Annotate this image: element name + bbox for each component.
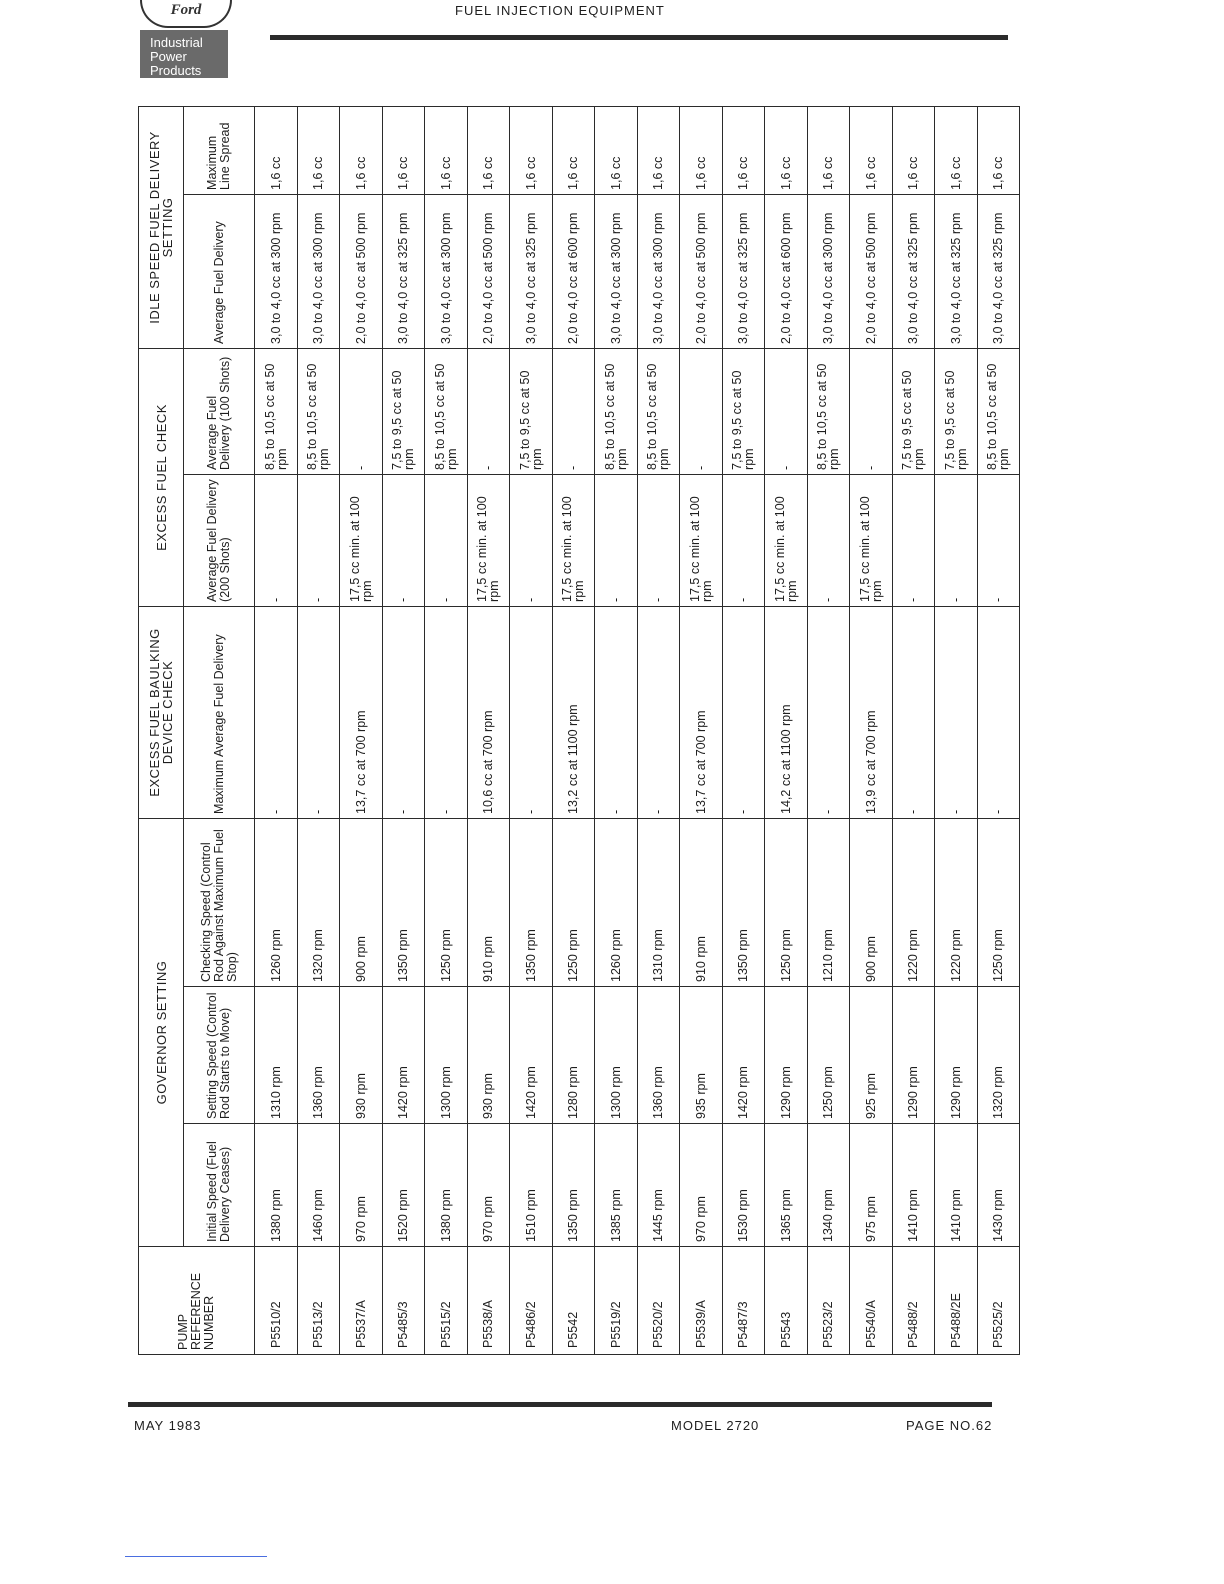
checking-speed-cell: 1260 rpm — [595, 818, 638, 986]
header-pump-reference: PUMP REFERENCE NUMBER — [139, 1247, 255, 1355]
max-line-spread-cell: 1,6 cc — [425, 106, 468, 194]
delivery-200-shots-cell: - — [807, 474, 850, 606]
initial-speed-cell: 1380 rpm — [255, 1124, 298, 1247]
delivery-100-shots-cell: 7,5 to 9,5 cc at 50 rpm — [382, 348, 425, 474]
baulking-max-delivery-cell: 13,7 cc at 700 rpm — [340, 606, 383, 818]
max-line-spread-cell: 1,6 cc — [552, 106, 595, 194]
table-row — [680, 106, 723, 1354]
delivery-100-shots-cell: - — [765, 348, 808, 474]
checking-speed-cell: 900 rpm — [850, 818, 893, 986]
pump-reference-cell: P5537/A — [340, 1247, 383, 1355]
idle-average-delivery-cell: 3,0 to 4,0 cc at 325 rpm — [510, 194, 553, 348]
subheader-delivery-100-shots: Average Fuel Delivery (100 Shots) — [184, 348, 255, 474]
max-line-spread-cell: 1,6 cc — [297, 106, 340, 194]
initial-speed-cell: 1445 rpm — [637, 1124, 680, 1247]
baulking-max-delivery-cell: - — [510, 606, 553, 818]
delivery-100-shots-cell: - — [680, 348, 723, 474]
industrial-power-products-badge — [140, 30, 228, 78]
header-idle-speed-setting: IDLE SPEED FUEL DELIVERY SETTING — [139, 106, 184, 348]
pump-reference-cell: P5525/2 — [977, 1247, 1020, 1355]
idle-average-delivery-cell: 2,0 to 4,0 cc at 500 rpm — [850, 194, 893, 348]
delivery-200-shots-cell: - — [382, 474, 425, 606]
delivery-200-shots-cell: - — [425, 474, 468, 606]
pump-reference-cell: P5538/A — [467, 1247, 510, 1355]
pump-reference-cell: P5485/3 — [382, 1247, 425, 1355]
delivery-100-shots-cell: 8,5 to 10,5 cc at 50 rpm — [637, 348, 680, 474]
delivery-200-shots-cell: - — [297, 474, 340, 606]
setting-speed-cell: 1360 rpm — [637, 987, 680, 1124]
initial-speed-cell: 1340 rpm — [807, 1124, 850, 1247]
badge-line-3: Products — [150, 63, 202, 78]
delivery-200-shots-cell: - — [595, 474, 638, 606]
baulking-max-delivery-cell: - — [297, 606, 340, 818]
table-body — [255, 106, 1020, 1354]
fuel-injection-spec-table — [138, 106, 1020, 1355]
initial-speed-cell: 970 rpm — [467, 1124, 510, 1247]
pump-reference-cell: P5515/2 — [425, 1247, 468, 1355]
table-row — [637, 106, 680, 1354]
setting-speed-cell: 925 rpm — [850, 987, 893, 1124]
initial-speed-cell: 975 rpm — [850, 1124, 893, 1247]
max-line-spread-cell: 1,6 cc — [892, 106, 935, 194]
delivery-100-shots-cell: 7,5 to 9,5 cc at 50 rpm — [935, 348, 978, 474]
max-line-spread-cell: 1,6 cc — [850, 106, 893, 194]
setting-speed-cell: 930 rpm — [340, 987, 383, 1124]
pump-reference-cell: P5523/2 — [807, 1247, 850, 1355]
initial-speed-cell: 1510 rpm — [510, 1124, 553, 1247]
table-row — [510, 106, 553, 1354]
idle-average-delivery-cell: 3,0 to 4,0 cc at 300 rpm — [425, 194, 468, 348]
setting-speed-cell: 930 rpm — [467, 987, 510, 1124]
initial-speed-cell: 1385 rpm — [595, 1124, 638, 1247]
baulking-max-delivery-cell: - — [595, 606, 638, 818]
pump-reference-cell: P5487/3 — [722, 1247, 765, 1355]
max-line-spread-cell: 1,6 cc — [807, 106, 850, 194]
initial-speed-cell: 970 rpm — [680, 1124, 723, 1247]
table-row — [850, 106, 893, 1354]
delivery-200-shots-cell: 17,5 cc min. at 100 rpm — [765, 474, 808, 606]
initial-speed-cell: 1460 rpm — [297, 1124, 340, 1247]
subheader-max-line-spread: Maximum Line Spread — [184, 106, 255, 194]
delivery-200-shots-cell: - — [935, 474, 978, 606]
idle-average-delivery-cell: 2,0 to 4,0 cc at 500 rpm — [467, 194, 510, 348]
delivery-100-shots-cell: - — [467, 348, 510, 474]
idle-average-delivery-cell: 3,0 to 4,0 cc at 300 rpm — [807, 194, 850, 348]
table-row — [425, 106, 468, 1354]
pump-reference-cell: P5543 — [765, 1247, 808, 1355]
baulking-max-delivery-cell: - — [935, 606, 978, 818]
subheader-setting-speed: Setting Speed (Control Rod Starts to Move) — [184, 987, 255, 1124]
baulking-max-delivery-cell: - — [722, 606, 765, 818]
header-excess-fuel-check: EXCESS FUEL CHECK — [139, 348, 184, 606]
checking-speed-cell: 1350 rpm — [382, 818, 425, 986]
max-line-spread-cell: 1,6 cc — [637, 106, 680, 194]
checking-speed-cell: 900 rpm — [340, 818, 383, 986]
table-row — [977, 106, 1020, 1354]
badge-line-1: Industrial — [150, 35, 203, 50]
subheader-checking-speed: Checking Speed (Control Rod Against Maximum Fuel Stop) — [184, 818, 255, 986]
max-line-spread-cell: 1,6 cc — [680, 106, 723, 194]
checking-speed-cell: 1250 rpm — [765, 818, 808, 986]
baulking-max-delivery-cell: - — [255, 606, 298, 818]
pump-reference-cell: P5519/2 — [595, 1247, 638, 1355]
subheader-max-average-delivery: Maximum Average Fuel Delivery — [184, 606, 255, 818]
table-row — [340, 106, 383, 1354]
document-header: FUEL INJECTION EQUIPMENT — [455, 3, 665, 18]
setting-speed-cell: 1250 rpm — [807, 987, 850, 1124]
badge-line-2: Power — [150, 49, 187, 64]
pump-reference-cell: P5540/A — [850, 1247, 893, 1355]
max-line-spread-cell: 1,6 cc — [510, 106, 553, 194]
baulking-max-delivery-cell: - — [977, 606, 1020, 818]
header-baulking-check: EXCESS FUEL BAULKING DEVICE CHECK — [139, 606, 184, 818]
idle-average-delivery-cell: 3,0 to 4,0 cc at 300 rpm — [297, 194, 340, 348]
baulking-max-delivery-cell: - — [892, 606, 935, 818]
delivery-100-shots-cell: 8,5 to 10,5 cc at 50 rpm — [297, 348, 340, 474]
checking-speed-cell: 1310 rpm — [637, 818, 680, 986]
idle-average-delivery-cell: 2,0 to 4,0 cc at 500 rpm — [680, 194, 723, 348]
checking-speed-cell: 910 rpm — [467, 818, 510, 986]
delivery-200-shots-cell: - — [892, 474, 935, 606]
footer-model: MODEL 2720 — [671, 1418, 760, 1433]
baulking-max-delivery-cell: 14,2 cc at 1100 rpm — [765, 606, 808, 818]
setting-speed-cell: 1360 rpm — [297, 987, 340, 1124]
subheader-initial-speed: Initial Speed (Fuel Delivery Ceases) — [184, 1124, 255, 1247]
delivery-100-shots-cell: 8,5 to 10,5 cc at 50 rpm — [425, 348, 468, 474]
max-line-spread-cell: 1,6 cc — [765, 106, 808, 194]
table-row — [552, 106, 595, 1354]
max-line-spread-cell: 1,6 cc — [340, 106, 383, 194]
table-row — [722, 106, 765, 1354]
checking-speed-cell: 1320 rpm — [297, 818, 340, 986]
idle-average-delivery-cell: 3,0 to 4,0 cc at 300 rpm — [255, 194, 298, 348]
header-rule — [270, 35, 1008, 40]
max-line-spread-cell: 1,6 cc — [382, 106, 425, 194]
footer-page-number: PAGE NO.62 — [906, 1418, 993, 1433]
delivery-100-shots-cell: - — [340, 348, 383, 474]
checking-speed-cell: 1260 rpm — [255, 818, 298, 986]
max-line-spread-cell: 1,6 cc — [595, 106, 638, 194]
idle-average-delivery-cell: 2,0 to 4,0 cc at 500 rpm — [340, 194, 383, 348]
idle-average-delivery-cell: 3,0 to 4,0 cc at 325 rpm — [892, 194, 935, 348]
initial-speed-cell: 1410 rpm — [935, 1124, 978, 1247]
idle-average-delivery-cell: 3,0 to 4,0 cc at 325 rpm — [977, 194, 1020, 348]
delivery-200-shots-cell: 17,5 cc min. at 100 rpm — [680, 474, 723, 606]
baulking-max-delivery-cell: 13,2 cc at 1100 rpm — [552, 606, 595, 818]
max-line-spread-cell: 1,6 cc — [467, 106, 510, 194]
ford-logo — [140, 0, 232, 28]
delivery-200-shots-cell: - — [510, 474, 553, 606]
idle-average-delivery-cell: 3,0 to 4,0 cc at 325 rpm — [722, 194, 765, 348]
delivery-100-shots-cell: 8,5 to 10,5 cc at 50 rpm — [595, 348, 638, 474]
pump-reference-cell: P5510/2 — [255, 1247, 298, 1355]
setting-speed-cell: 1280 rpm — [552, 987, 595, 1124]
setting-speed-cell: 1310 rpm — [255, 987, 298, 1124]
max-line-spread-cell: 1,6 cc — [255, 106, 298, 194]
checking-speed-cell: 1210 rpm — [807, 818, 850, 986]
baulking-max-delivery-cell: 10,6 cc at 700 rpm — [467, 606, 510, 818]
setting-speed-cell: 1300 rpm — [595, 987, 638, 1124]
table-row — [807, 106, 850, 1354]
table-row — [935, 106, 978, 1354]
baulking-max-delivery-cell: - — [637, 606, 680, 818]
setting-speed-cell: 1290 rpm — [935, 987, 978, 1124]
checking-speed-cell: 1250 rpm — [977, 818, 1020, 986]
setting-speed-cell: 1420 rpm — [510, 987, 553, 1124]
delivery-100-shots-cell: 8,5 to 10,5 cc at 50 rpm — [977, 348, 1020, 474]
setting-speed-cell: 1290 rpm — [892, 987, 935, 1124]
footer-rule — [128, 1402, 992, 1407]
table-row — [255, 106, 298, 1354]
baulking-max-delivery-cell: - — [807, 606, 850, 818]
delivery-200-shots-cell: - — [637, 474, 680, 606]
max-line-spread-cell: 1,6 cc — [722, 106, 765, 194]
baulking-max-delivery-cell: - — [382, 606, 425, 818]
idle-average-delivery-cell: 3,0 to 4,0 cc at 300 rpm — [637, 194, 680, 348]
delivery-200-shots-cell: 17,5 cc min. at 100 rpm — [340, 474, 383, 606]
delivery-200-shots-cell: - — [255, 474, 298, 606]
max-line-spread-cell: 1,6 cc — [977, 106, 1020, 194]
table-row — [892, 106, 935, 1354]
header-governor-setting: GOVERNOR SETTING — [139, 818, 184, 1246]
setting-speed-cell: 1420 rpm — [722, 987, 765, 1124]
checking-speed-cell: 1250 rpm — [425, 818, 468, 986]
baulking-max-delivery-cell: 13,9 cc at 700 rpm — [850, 606, 893, 818]
initial-speed-cell: 1365 rpm — [765, 1124, 808, 1247]
table-row — [765, 106, 808, 1354]
idle-average-delivery-cell: 3,0 to 4,0 cc at 325 rpm — [382, 194, 425, 348]
pump-reference-cell: P5542 — [552, 1247, 595, 1355]
pump-reference-cell: P5488/2 — [892, 1247, 935, 1355]
table-row — [467, 106, 510, 1354]
delivery-200-shots-cell: 17,5 cc min. at 100 rpm — [467, 474, 510, 606]
setting-speed-cell: 1320 rpm — [977, 987, 1020, 1124]
initial-speed-cell: 1530 rpm — [722, 1124, 765, 1247]
initial-speed-cell: 1430 rpm — [977, 1124, 1020, 1247]
rotated-table-wrapper — [138, 107, 1012, 1355]
subheader-idle-average-delivery: Average Fuel Delivery — [184, 194, 255, 348]
delivery-100-shots-cell: 7,5 to 9,5 cc at 50 rpm — [510, 348, 553, 474]
pump-reference-cell: P5486/2 — [510, 1247, 553, 1355]
delivery-100-shots-cell: 8,5 to 10,5 cc at 50 rpm — [255, 348, 298, 474]
checking-speed-cell: 1220 rpm — [892, 818, 935, 986]
idle-average-delivery-cell: 2,0 to 4,0 cc at 600 rpm — [765, 194, 808, 348]
idle-average-delivery-cell: 3,0 to 4,0 cc at 300 rpm — [595, 194, 638, 348]
idle-average-delivery-cell: 3,0 to 4,0 cc at 325 rpm — [935, 194, 978, 348]
checking-speed-cell: 1350 rpm — [510, 818, 553, 986]
checking-speed-cell: 910 rpm — [680, 818, 723, 986]
subheader-delivery-200-shots: Average Fuel Delivery (200 Shots) — [184, 474, 255, 606]
pump-reference-cell: P5520/2 — [637, 1247, 680, 1355]
delivery-200-shots-cell: 17,5 cc min. at 100 rpm — [552, 474, 595, 606]
setting-speed-cell: 1420 rpm — [382, 987, 425, 1124]
checking-speed-cell: 1250 rpm — [552, 818, 595, 986]
checking-speed-cell: 1350 rpm — [722, 818, 765, 986]
delivery-200-shots-cell: 17,5 cc min. at 100 rpm — [850, 474, 893, 606]
delivery-100-shots-cell: 7,5 to 9,5 cc at 50 rpm — [892, 348, 935, 474]
initial-speed-cell: 970 rpm — [340, 1124, 383, 1247]
initial-speed-cell: 1380 rpm — [425, 1124, 468, 1247]
baulking-max-delivery-cell: 13,7 cc at 700 rpm — [680, 606, 723, 818]
baulking-max-delivery-cell: - — [425, 606, 468, 818]
delivery-100-shots-cell: - — [552, 348, 595, 474]
pump-reference-cell: P5513/2 — [297, 1247, 340, 1355]
initial-speed-cell: 1350 rpm — [552, 1124, 595, 1247]
ford-logo-text: Ford — [170, 2, 202, 18]
delivery-100-shots-cell: 7,5 to 9,5 cc at 50 rpm — [722, 348, 765, 474]
pump-reference-cell: P5539/A — [680, 1247, 723, 1355]
max-line-spread-cell: 1,6 cc — [935, 106, 978, 194]
checking-speed-cell: 1220 rpm — [935, 818, 978, 986]
initial-speed-cell: 1520 rpm — [382, 1124, 425, 1247]
delivery-200-shots-cell: - — [977, 474, 1020, 606]
setting-speed-cell: 1290 rpm — [765, 987, 808, 1124]
setting-speed-cell: 1300 rpm — [425, 987, 468, 1124]
initial-speed-cell: 1410 rpm — [892, 1124, 935, 1247]
pump-reference-cell: P5488/2E — [935, 1247, 978, 1355]
table-row — [595, 106, 638, 1354]
idle-average-delivery-cell: 2,0 to 4,0 cc at 600 rpm — [552, 194, 595, 348]
delivery-100-shots-cell: - — [850, 348, 893, 474]
table-row — [382, 106, 425, 1354]
delivery-200-shots-cell: - — [722, 474, 765, 606]
setting-speed-cell: 935 rpm — [680, 987, 723, 1124]
link-underline — [125, 1556, 267, 1557]
footer-date: MAY 1983 — [134, 1418, 202, 1433]
table-row — [297, 106, 340, 1354]
delivery-100-shots-cell: 8,5 to 10,5 cc at 50 rpm — [807, 348, 850, 474]
